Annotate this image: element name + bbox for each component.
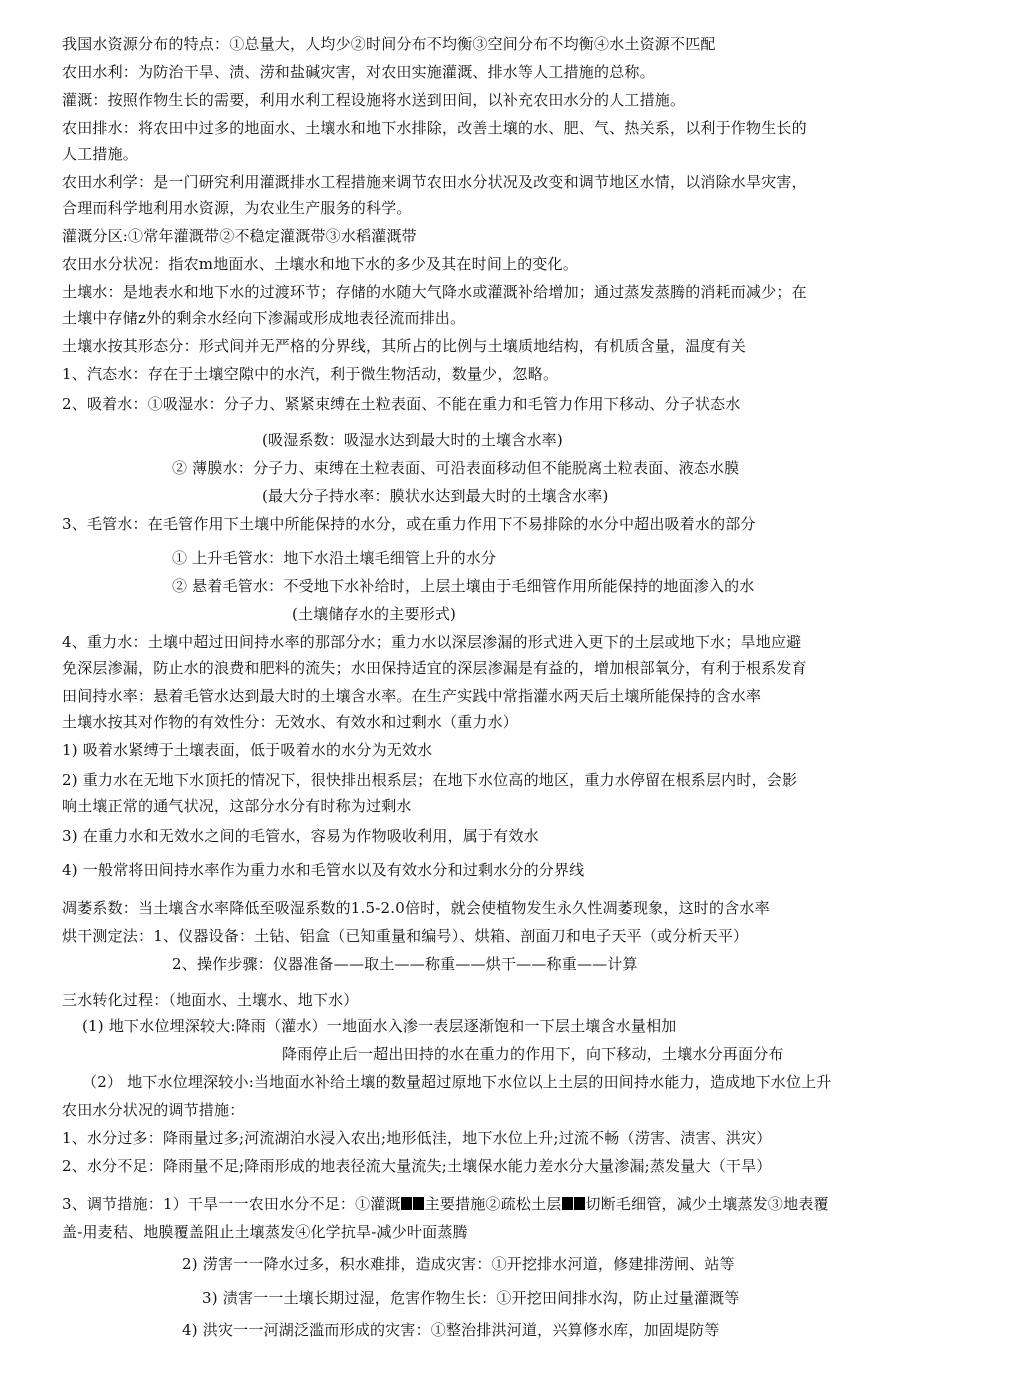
text-line: 农田水分状况的调节措施： [62, 1101, 245, 1119]
text-line: 烘干测定法：1、仪器设备：土钻、铝盒（已知重量和编号）、烘箱、剖面刀和电子天平（或分析天平） [62, 927, 749, 945]
text-line: 1) 吸着水紧缚于土壤表面，低于吸着水的水分为无效水 [62, 741, 433, 759]
text-line: 1、水分过多：降雨量过多;河流湖泊水浸入农出;地形低洼，地下水位上升;过流不畅（涝害、渍害、洪灾） [62, 1129, 772, 1147]
redaction-block [562, 1197, 573, 1210]
measure-text-part2: 主要措施②疏松土层 [424, 1195, 562, 1213]
text-line: 灌溉：按照作物生长的需要，利用水利工程设施将水送到田间，以补充农田水分的人工措施。 [62, 91, 686, 109]
text-line: 4) 一般常将田间持水率作为重力水和毛管水以及有效水分和过剩水分的分界线 [62, 861, 585, 879]
text-line: 免深层渗漏，防止水的浪费和肥料的流失；水田保持适宜的深层渗漏是有益的，增加根部氧分，有利于根系发育 [62, 659, 807, 677]
text-line: 我国水资源分布的特点：①总量大，人均少②时间分布不均衡③空间分布不均衡④水土资源不匹配 [62, 35, 716, 53]
text-line: (土壤储存水的主要形式) [292, 605, 457, 623]
text-line: 3) 渍害一一土壤长期过湿，危害作物生长：①开挖田间排水沟，防止过量灌溉等 [202, 1289, 740, 1307]
text-line: 凋萎系数：当土壤含水率降低至吸湿系数的1.5-2.0倍时，就会使植物发生永久性凋萎现象，这时的含水率 [62, 899, 770, 917]
text-line: (最大分子持水率：膜状水达到最大时的土壤含水率) [262, 487, 609, 505]
text-line: 农田水利：为防治干旱、渍、涝和盐碱灾害，对农田实施灌溉、排水等人工措施的总称。 [62, 63, 655, 81]
text-line: 盖-用麦秸、地膜覆盖阻止土壤蒸发④化学抗旱-减少叶面蒸腾 [62, 1223, 468, 1241]
text-line: 农田排水：将农田中过多的地面水、土壤水和地下水排除，改善土壤的水、肥、气、热关系，以利于作物生长的 [62, 119, 807, 137]
measure-text-part1: 3、调节措施：1）干旱一一农田水分不足：①灌溉 [62, 1195, 401, 1213]
text-line: 2) 涝害一一降水过多，积水难排，造成灾害：①开挖排水河道，修建排涝闸、站等 [182, 1255, 735, 1273]
text-line: 2、水分不足：降雨量不足;降雨形成的地表径流大量流失;土壤保水能力差水分大量渗漏;蒸发量大（干旱） [62, 1157, 772, 1175]
text-line: （2） 地下水位埋深较小:当地面水补给土壤的数量超过原地下水位以上土层的田间持水能力，造成地下水位上升 [82, 1073, 832, 1091]
text-line: 2、操作步骤：仪器准备——取土——称重——烘干——称重——计算 [172, 955, 638, 973]
text-line: 4、重力水：土壤中超过田间持水率的那部分水；重力水以深层渗漏的形式进入更下的土层或地下水；旱地应避 [62, 633, 802, 651]
text-line: 土壤水按其形态分：形式间并无严格的分界线，其所占的比例与土壤质地结构，有机质含量，温度有关 [62, 337, 747, 355]
text-line: ② 悬着毛管水：不受地下水补给时，上层土壤由于毛细管作用所能保持的地面渗入的水 [172, 577, 755, 595]
text-line: (1) 地下水位埋深较大:降雨（灌水）一地面水入渗一表层逐渐饱和一下层土壤含水量相加 [82, 1017, 677, 1035]
text-line: 土壤水按其对作物的有效性分：无效水、有效水和过剩水（重力水） [62, 713, 519, 731]
text-line: 3、毛管水：在毛管作用下土壤中所能保持的水分，或在重力作用下不易排除的水分中超出吸着水的部分 [62, 515, 756, 533]
text-line: ② 薄膜水：分子力、束缚在土粒表面、可沿表面移动但不能脱离土粒表面、液态水膜 [172, 459, 740, 477]
redaction-block [574, 1197, 585, 1210]
text-line: 2) 重力水在无地下水顶托的情况下，很快排出根系层；在地下水位高的地区，重力水停留在根系层内时，会影 [62, 771, 798, 789]
text-line: 三水转化过程：（地面水、土壤水、地下水） [62, 991, 359, 1009]
text-line: 3) 在重力水和无效水之间的毛管水，容易为作物吸收利用，属于有效水 [62, 827, 539, 845]
text-line: ① 上升毛管水：地下水沿土壤毛细管上升的水分 [172, 549, 497, 567]
redaction-block [413, 1197, 424, 1210]
text-line: 1、汽态水：存在于土壤空隙中的水汽，利于微生物活动，数量少，忽略。 [62, 365, 559, 383]
text-line: 土壤中存储z外的剩余水经向下渗漏或形成地表径流而排出。 [62, 309, 466, 327]
text-line: 农田水利学：是一门研究利用灌溉排水工程措施来调节农田水分状况及改变和调节地区水情，以消除水旱灾害， [62, 173, 807, 191]
text-line: 响土壤正常的通气状况，这部分水分有时称为过剩水 [62, 797, 412, 815]
text-line: 降雨停止后一超出田持的水在重力的作用下，向下移动，土壤水分再面分布 [282, 1045, 784, 1063]
text-line: 合理而科学地利用水资源，为农业生产服务的科学。 [62, 199, 412, 217]
text-line: 田间持水率：悬着毛管水达到最大时的土壤含水率。在生产实践中常指灌水两天后土壤所能保持的含水率 [62, 687, 762, 705]
text-line: (吸湿系数：吸湿水达到最大时的土壤含水率) [262, 431, 563, 449]
text-line: 土壤水：是地表水和地下水的过渡环节；存储的水随大气降水或灌溉补给增加；通过蒸发蒸腾的消耗而减少；在 [62, 283, 807, 301]
measure-line [62, 1194, 829, 1214]
text-line: 人工措施。 [62, 145, 139, 163]
measure-text-part3: 切断毛细管，减少土壤蒸发③地表覆 [585, 1195, 829, 1213]
redaction-block [401, 1197, 412, 1210]
text-line: 农田水分状况：指农m地面水、土壤水和地下水的多少及其在时间上的变化。 [62, 255, 579, 273]
text-line: 灌溉分区:①常年灌溉带②不稳定灌溉带③水稻灌溉带 [62, 227, 417, 245]
text-line: 4) 洪灾一一河湖泛滥而形成的灾害：①整治排洪河道，兴算修水库，加固堤防等 [182, 1321, 720, 1339]
text-line: 2、吸着水：①吸湿水：分子力、紧紧束缚在土粒表面、不能在重力和毛管力作用下移动、分子状态水 [62, 395, 741, 413]
